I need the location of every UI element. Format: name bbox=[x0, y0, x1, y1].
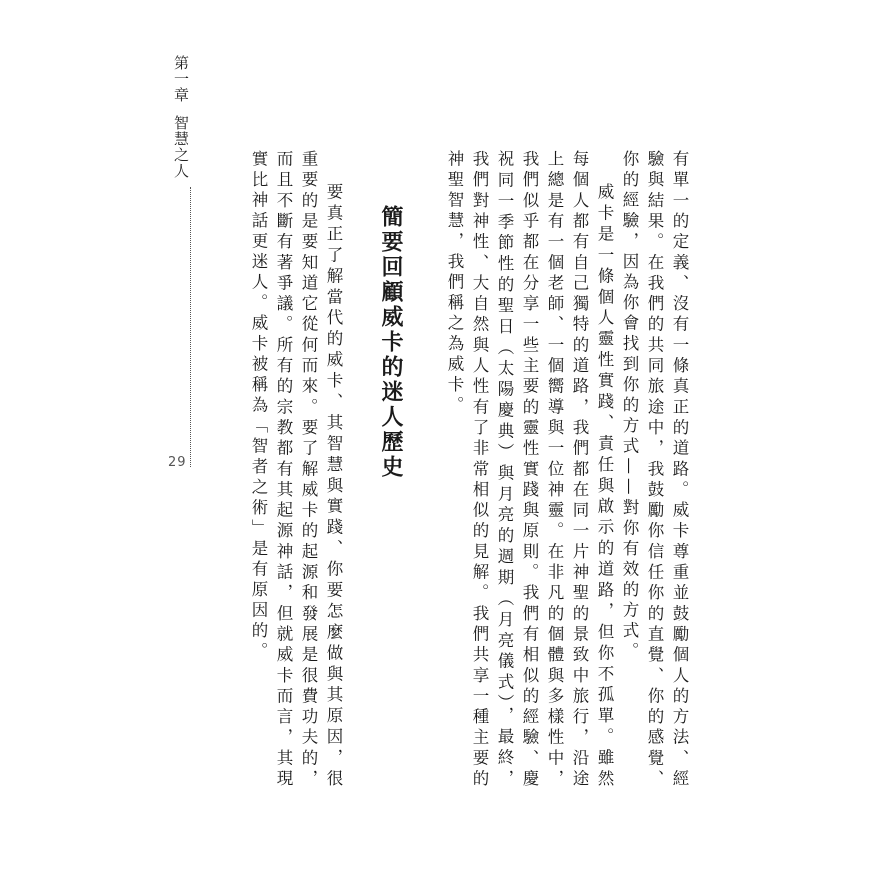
paragraph: 威卡是一條個人靈性實踐、責任與啟示的道路，但你不孤單。雖然每個人都有自己獨特的道路，我們都在同一片神聖的景致中旅行，沿途上總是有一個老師、一個嚮導與一位神靈。在非凡的個體與多樣性中，我們似乎都在分享一些主要的靈性實踐與原則。我們有相似的經驗、慶祝同一季節性的聖日（太陽慶典）與月亮的週期（月亮儀式），最終，我們對神性、大自然與人性有了非常相似的見解。我們共享一種主要的神聖智慧，我們稱之為威卡。 bbox=[445, 150, 614, 790]
section-heading: 簡要回顧威卡的迷人歷史 bbox=[378, 205, 404, 480]
chapter-label: 第一章 bbox=[172, 55, 190, 103]
header-rule bbox=[190, 187, 192, 467]
page-number: 29 bbox=[168, 455, 187, 470]
paragraph: 要真正了解當代的威卡、其智慧與實踐、你要怎麼做與其原因，很重要的是要知道它從何而來。要了解威卡的起源和發展是很費功夫的，而且不斷有著爭議。所有的宗教都有其起源神話，但就威卡而言，其現實比神話更迷人。威卡被稱為「智者之術」是有原因的。 bbox=[249, 150, 343, 790]
body-text bbox=[222, 150, 692, 790]
chapter-title: 智慧之人 bbox=[172, 115, 190, 179]
running-header bbox=[170, 55, 192, 475]
paragraph-continued: 有單一的定義、沒有一條真正的道路。威卡尊重並鼓勵個人的方法、經驗與結果。在我們的共同旅途中，我鼓勵你信任你的直覺、你的感覺、你的經驗，因為你會找到你的方式——對你有效的方式。 bbox=[620, 150, 689, 790]
